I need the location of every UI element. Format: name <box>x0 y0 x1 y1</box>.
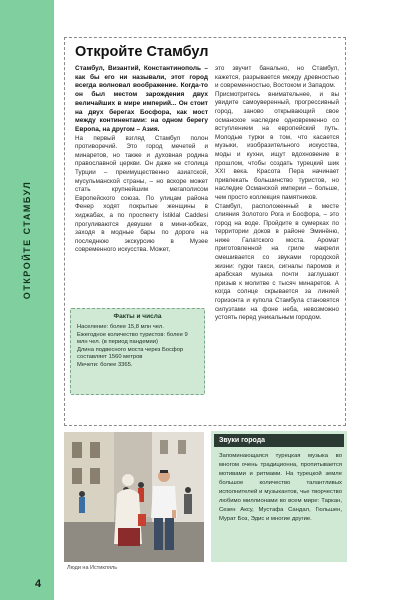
article-lead: Стамбул, Византий, Константинополь – как бы его ни называли, этот город всегда волновал воображение. Когда-то он был местом зарождения двух величайших в мире империй... Он стоит на двух берегах Босфора, как мост между континентами: на одном берегу Европа, на другом – Азия. <box>75 65 208 133</box>
facts-box <box>70 308 205 395</box>
street-photo <box>64 432 204 562</box>
article-title: Откройте Стамбул <box>75 44 209 60</box>
article-paragraph: Присмотритесь внимательнее, и вы увидите самоуверенный, прогрессивный город, заново открывающий свое османское наследие одновременно со вступлением на европейский путь. Молодые турки в том, что касается музыки, изобразительного искусства, моды и кухни, ищут вдохновение в прошлом, чтобы создать турецкий шик XXI века. Красота Пера начинает привлекать большинство туристов, но наследие Османской империи – больше, чем просто коллекция памятников. <box>215 90 339 201</box>
fact-item: Длина подвесного моста через Босфор составляет 1560 метров <box>77 346 184 360</box>
facts-list <box>71 324 204 369</box>
sounds-box <box>211 431 347 562</box>
fact-item: Население: более 15,8 млн чел. <box>77 324 164 330</box>
side-band <box>0 0 54 600</box>
photo-caption: Люди на Истикляль <box>67 565 118 571</box>
sounds-title: Звуки города <box>214 434 344 447</box>
fact-item: Ежегодное количество туристов: более 9 млн чел. (в период пандемии) <box>77 331 188 345</box>
facts-title: Факты и числа <box>113 313 162 320</box>
page-number: 4 <box>35 578 42 590</box>
article-right-column <box>215 65 339 323</box>
article-paragraph: это звучит банально, но Стамбул, кажется, разрывается между древностью и современностью, Востоком и Западом. <box>215 65 339 90</box>
chapter-label: ОТКРОЙТЕ СТАМБУЛ <box>22 180 32 300</box>
fact-item: Мечети: более 3365. <box>77 361 133 368</box>
sounds-text: Запоминающаяся турецкая музыка во многом очень традиционна, пропитывается мотивами и ритмами. На турецкой земле большое количество талантливых исполнителей и музыкантов, чье творчество любимо миллионами во всем мире: Таркан, Сезен Аксу, Мустафа Сандал, Гюльшен, Мурат Боз, Эдис и многие другие. <box>219 453 342 522</box>
street-photo-image <box>64 432 204 562</box>
article-left-column <box>75 65 208 255</box>
article-paragraph: На первый взгляд Стамбул полон противоречий. Это город мечетей и минаретов, но также и духовная родина православной церкви. Он даже не столица Турции – преимущественно азиатской, мусульманской страны, – но вскоре может стать крупнейшим мегаполисом Европейского союза. По улицам района Фенер ходят покрытые женщины в хиджабах, а по проспекту İstiklal Caddesi прогуливаются девушки в мини-юбках, заходя в модные бары по дороге на последнюю экскурсию в Музее современного искусства. Может, <box>75 134 208 254</box>
article-paragraph: Стамбул, расположенный в месте слияния Золотого Рога и Босфора, – это город на воде. Пройдите в сумерках по территории доков в районе Эминёню, ниже Галатского моста. Аромат приготовленной на гриле макрели смешивается со звуками городской жизни: гудки такси, сигналы паромов и арабская музыка почти заглушают призыв к молитве с тысяч минаретов. А когда солнце скрывается за линией горизонта и купола Стамбула становятся силуэтами на фоне неба, невозможно устоять перед уникальным городом. <box>215 202 339 322</box>
